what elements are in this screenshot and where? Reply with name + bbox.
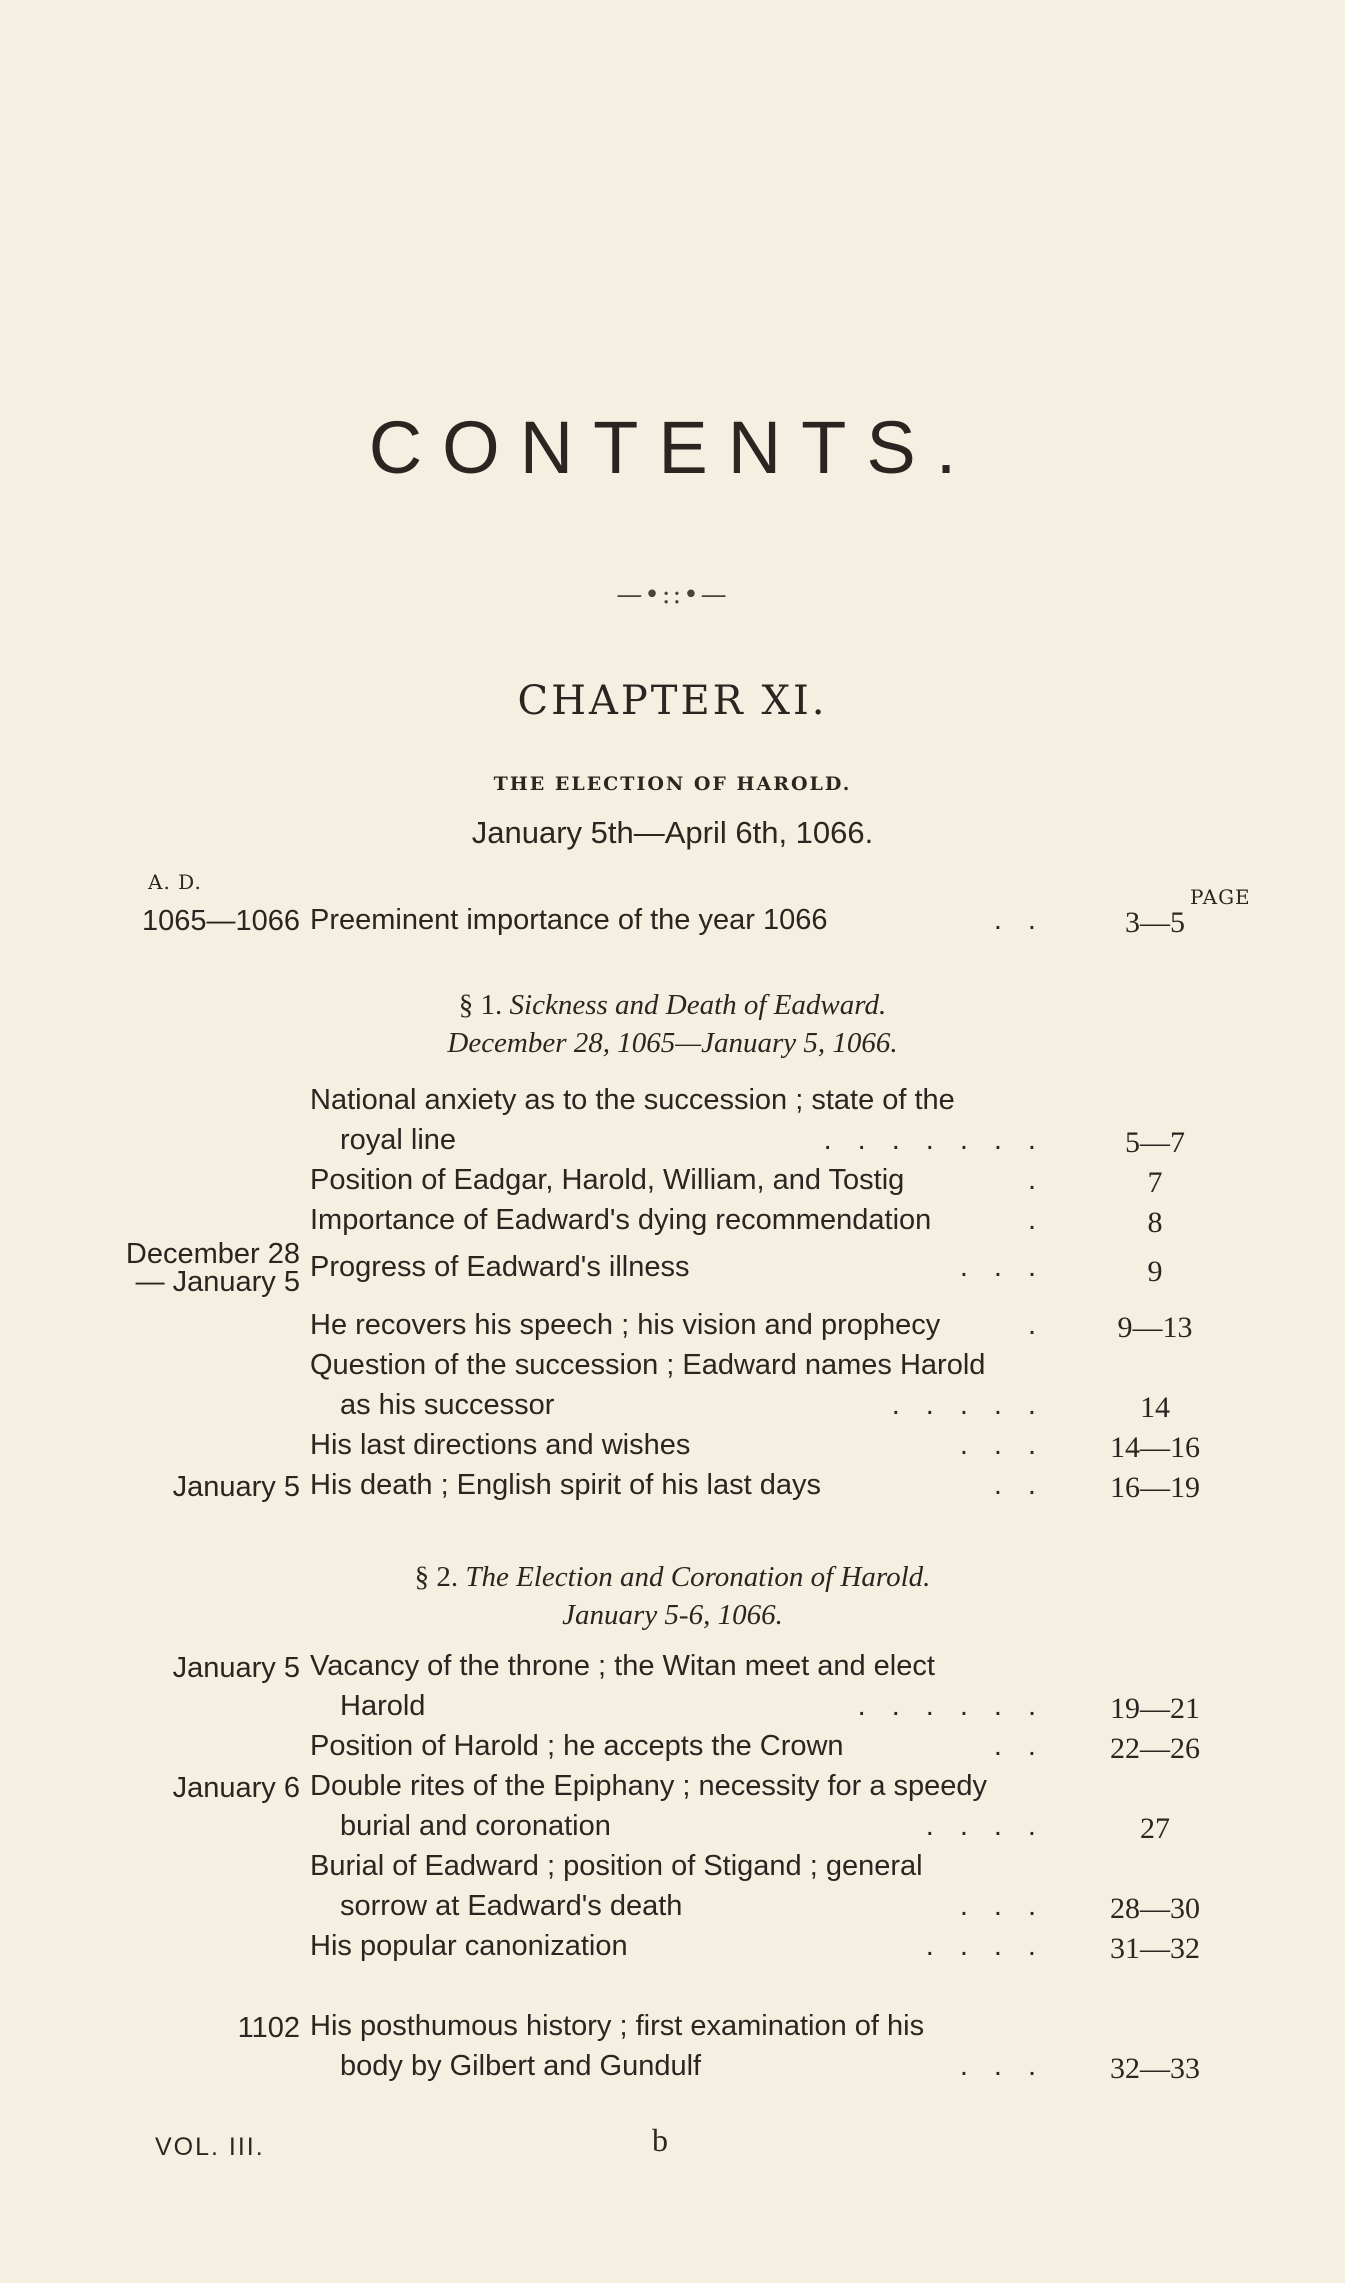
section-2-prefix: § 2. (414, 1561, 459, 1593)
entry-text: Importance of Eadward's dying recommendation (310, 1204, 932, 1236)
toc-entry: His popular canonization .... (310, 1926, 1062, 1966)
entry-page: 31—32 (1110, 1932, 1200, 1965)
entry-page: 5—7 (1125, 1126, 1185, 1159)
entry-page: 8 (1147, 1206, 1163, 1239)
entry-text: as his successor (340, 1389, 555, 1421)
toc-entry: Question of the succession ; Eadward names Harold as his successor ..... (310, 1345, 1062, 1425)
toc-entry: Vacancy of the throne ; the Witan meet and elect Harold ...... (310, 1646, 1062, 1726)
title-ornament: —•::•— (616, 580, 729, 610)
entry-date: January 6 (172, 1772, 300, 1804)
entry-page: 19—21 (1110, 1692, 1200, 1725)
entry-page: 9—13 (1117, 1311, 1193, 1344)
section-2-dates: January 5-6, 1066. (562, 1599, 783, 1631)
signature-mark: b (652, 2122, 668, 2158)
entry-text: His death ; English spirit of his last days (310, 1469, 821, 1501)
entry-text: Vacancy of the throne ; the Witan meet and elect (310, 1650, 935, 1682)
chapter-dates: January 5th—April 6th, 1066. (471, 815, 874, 850)
entry-text: His popular canonization (310, 1930, 628, 1962)
toc-entry: National anxiety as to the succession ; state of the royal line ....... (310, 1080, 1062, 1160)
section-1-prefix: § 1. (458, 989, 503, 1021)
entry-date: 1102 (237, 2012, 300, 2044)
entry-page: 32—33 (1110, 2052, 1200, 2085)
toc-entry: Burial of Eadward ; position of Stigand ; general sorrow at Eadward's death ... (310, 1846, 1062, 1926)
toc-entry-intro: Preeminent importance of the year 1066 .. (310, 900, 1062, 940)
column-header-page: PAGE (1190, 885, 1251, 909)
entry-text: Question of the succession ; Eadward names Harold (310, 1349, 986, 1381)
toc-entry: His posthumous history ; first examination of his body by Gilbert and Gundulf ... (310, 2006, 1062, 2086)
entry-text: National anxiety as to the succession ; state of the (310, 1084, 955, 1116)
entry-text: sorrow at Eadward's death (340, 1890, 683, 1922)
section-2-title: The Election and Coronation of Harold. (465, 1561, 931, 1593)
entry-text: royal line (340, 1124, 457, 1156)
entry-text: He recovers his speech ; his vision and prophecy (310, 1309, 941, 1341)
entry-text: His last directions and wishes (310, 1429, 691, 1461)
entry-text: Double rites of the Epiphany ; necessity for a speedy (310, 1770, 988, 1802)
entry-page: 14—16 (1110, 1431, 1200, 1464)
entry-date: December 28 — January 5 (125, 1238, 300, 1298)
section-1-title: Sickness and Death of Eadward. (509, 989, 887, 1021)
chapter-subtitle: THE ELECTION OF HAROLD. (493, 773, 852, 795)
toc-entry: His last directions and wishes ... (310, 1425, 1062, 1465)
entry-date: January 5 (172, 1471, 300, 1503)
entry-date: 1065—1066 (141, 905, 300, 937)
entry-text: Progress of Eadward's illness (310, 1251, 690, 1283)
entry-page: 27 (1140, 1812, 1170, 1845)
entry-text: Burial of Eadward ; position of Stigand ; general (310, 1850, 923, 1882)
toc-entry: Position of Harold ; he accepts the Crown .. (310, 1726, 1062, 1766)
entry-page: 14 (1140, 1391, 1170, 1424)
toc-entry: His death ; English spirit of his last days .. (310, 1465, 1062, 1505)
toc-entry: Importance of Eadward's dying recommendation . (310, 1200, 1062, 1240)
entry-date: January 5 (172, 1652, 300, 1684)
entry-text: Position of Eadgar, Harold, William, and Tostig (310, 1164, 905, 1196)
entry-page: 9 (1147, 1255, 1163, 1288)
entry-page: 28—30 (1110, 1892, 1200, 1925)
toc-entry: Double rites of the Epiphany ; necessity for a speedy burial and coronation .... (310, 1766, 1062, 1846)
toc-entry: Progress of Eadward's illness ... (310, 1247, 1062, 1287)
toc-entry: He recovers his speech ; his vision and prophecy . (310, 1305, 1062, 1345)
column-header-ad: A. D. (148, 870, 202, 894)
entry-page: 7 (1147, 1166, 1163, 1199)
section-2-heading (0, 1558, 1345, 1634)
section-1-dates: December 28, 1065—January 5, 1066. (447, 1027, 898, 1059)
page-title: CONTENTS. (368, 406, 977, 489)
entry-text: Position of Harold ; he accepts the Crown (310, 1730, 844, 1762)
entry-page: 3—5 (1125, 906, 1185, 939)
entry-page: 16—19 (1110, 1471, 1200, 1504)
entry-text: Preeminent importance of the year 1066 (310, 904, 828, 936)
entry-text: burial and coronation (340, 1810, 611, 1842)
entry-text: His posthumous history ; first examination of his (310, 2010, 925, 2042)
section-1-heading (0, 986, 1345, 1062)
chapter-heading: CHAPTER XI. (517, 678, 828, 724)
toc-entry: Position of Eadgar, Harold, William, and Tostig . (310, 1160, 1062, 1200)
entry-page: 22—26 (1110, 1732, 1200, 1765)
entry-text: Harold (340, 1690, 426, 1722)
volume-label: VOL. III. (155, 2133, 265, 2161)
entry-text: body by Gilbert and Gundulf (340, 2050, 702, 2082)
